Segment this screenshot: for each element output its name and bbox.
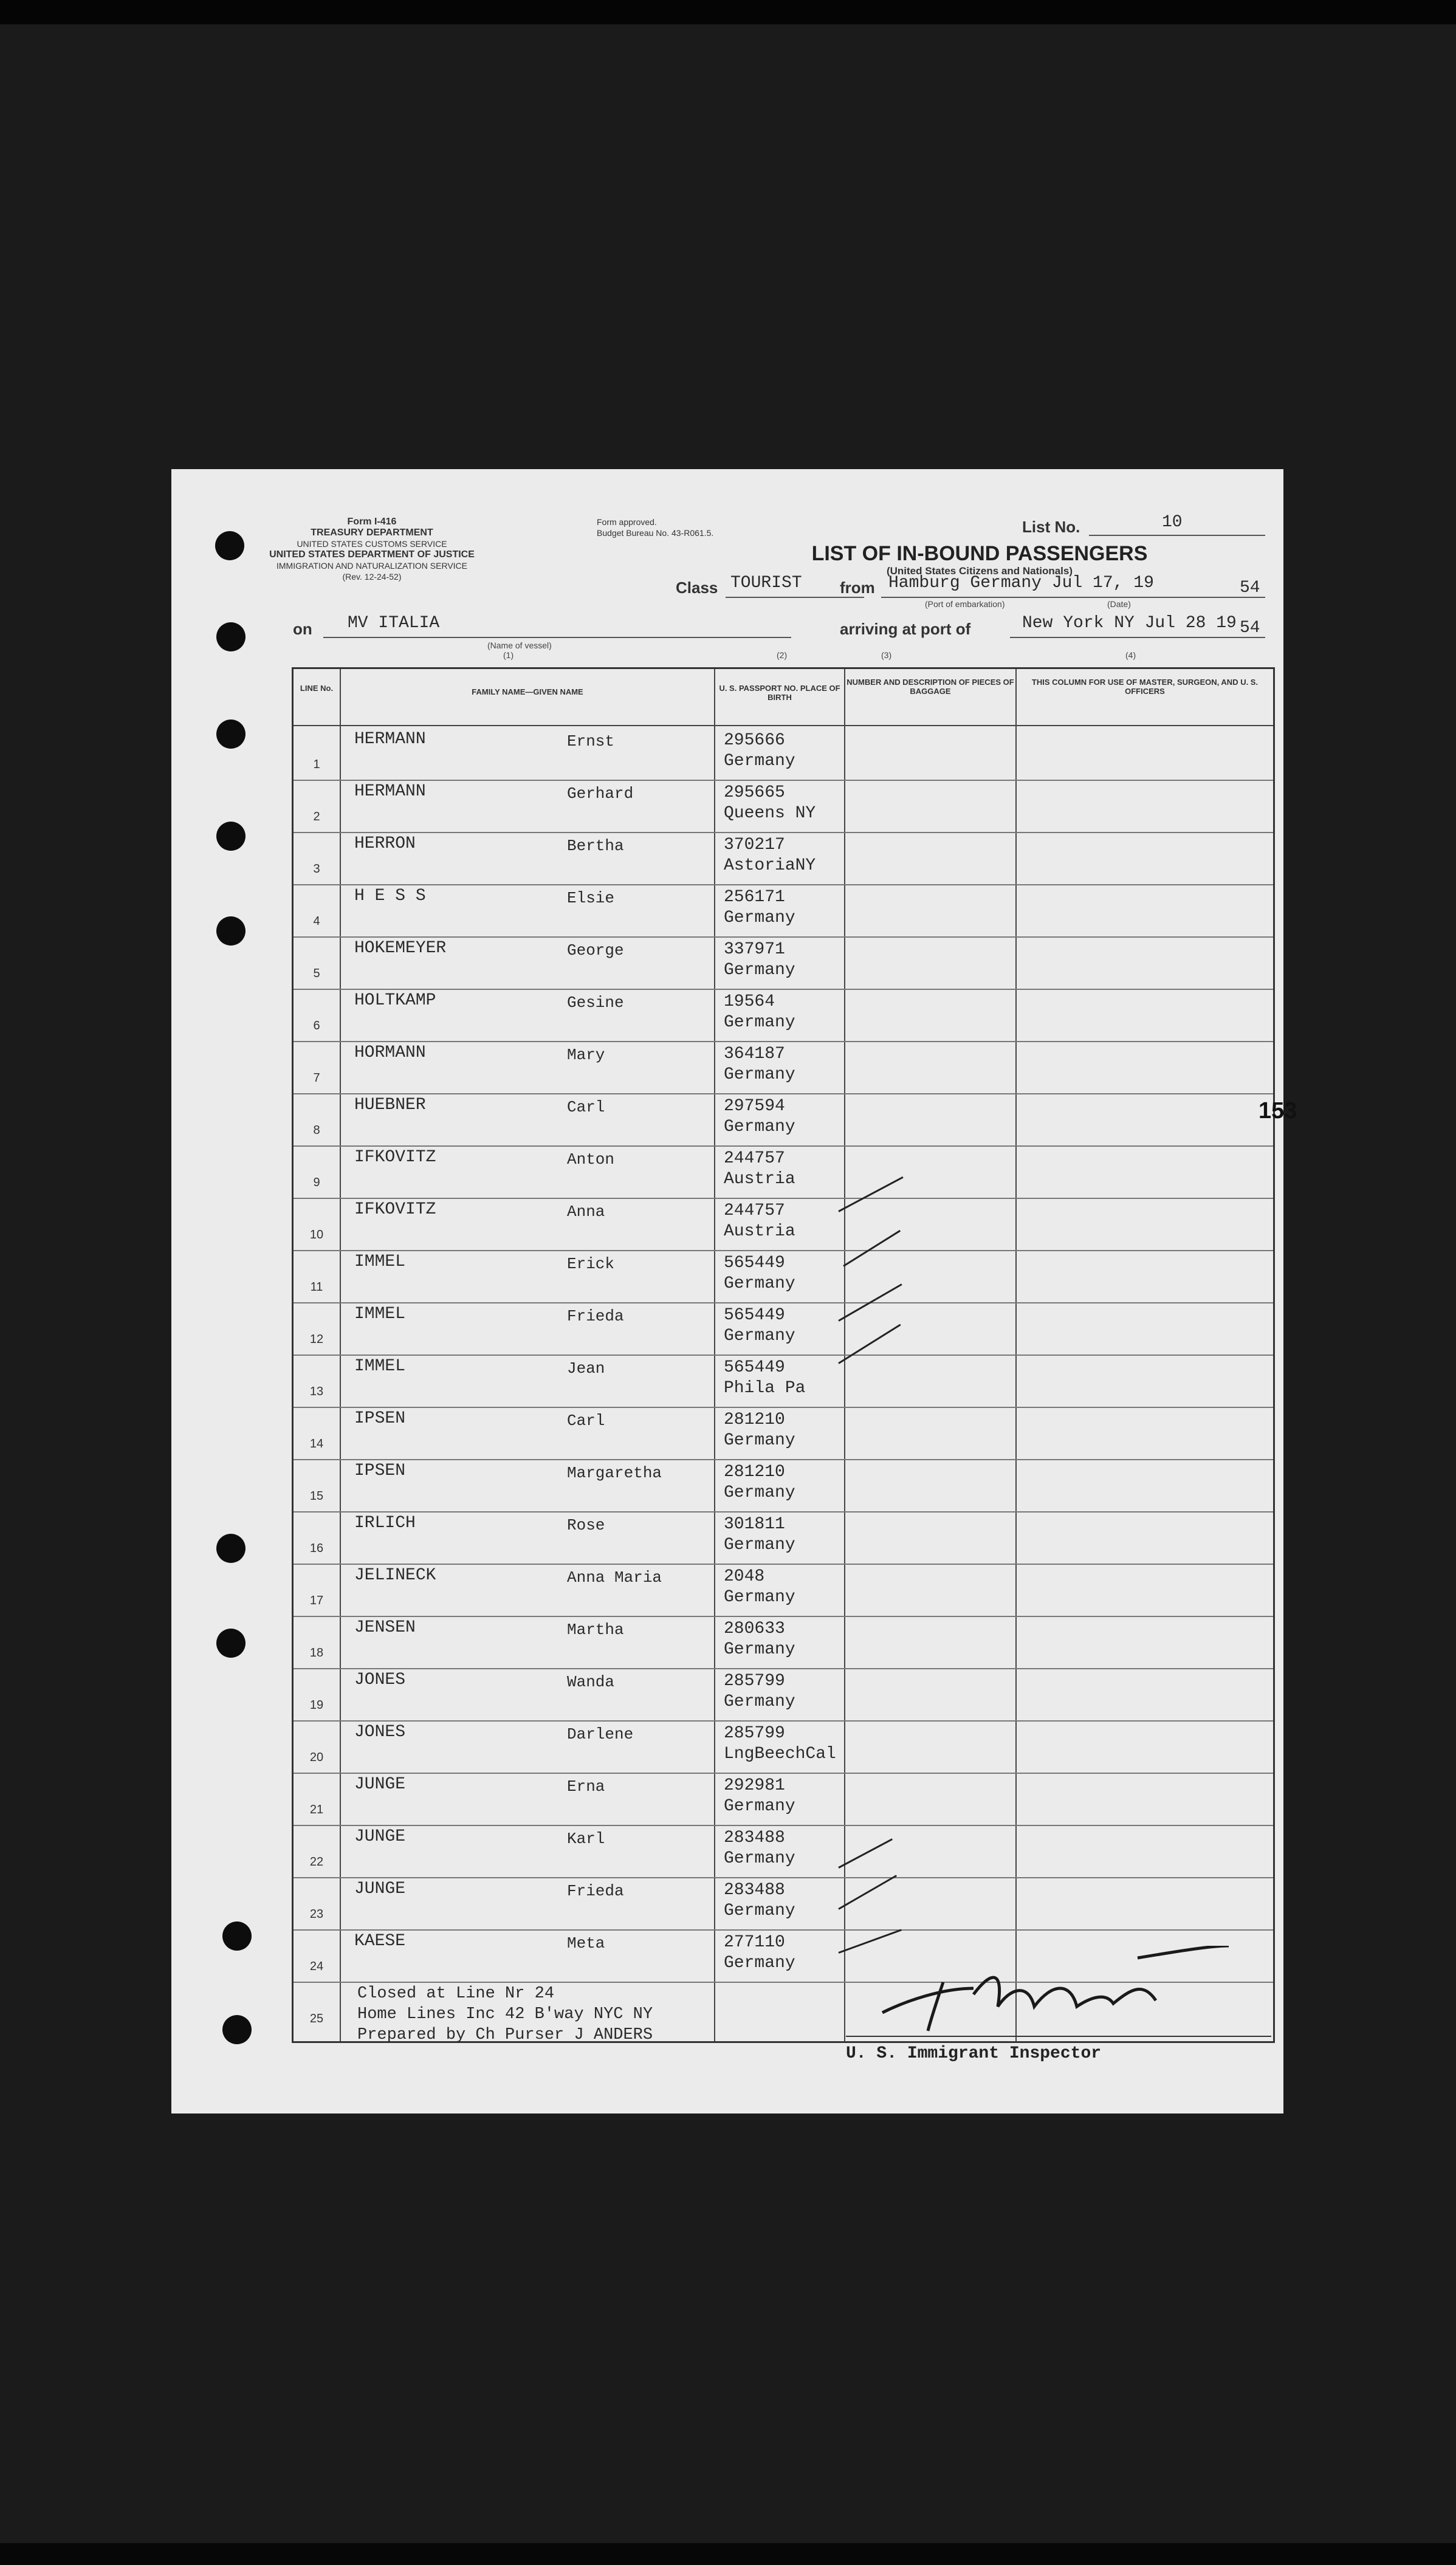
passport-number: 364187 [724, 1045, 785, 1063]
vessel-caption: (Name of vessel) [487, 640, 552, 650]
place-of-birth: Germany [724, 1065, 795, 1084]
table-row [294, 832, 1273, 884]
line-number: 23 [309, 1907, 324, 1921]
line-number: 17 [309, 1594, 324, 1607]
given-name: Mary [567, 1046, 605, 1064]
place-of-birth: Germany [724, 752, 795, 771]
col-header-baggage: NUMBER AND DESCRIPTION OF PIECES OF BAGGAGE [846, 678, 1014, 696]
vessel-name: MV ITALIA [348, 614, 440, 633]
passport-number: 283488 [724, 1881, 785, 1900]
passport-number: 244757 [724, 1201, 785, 1220]
family-name: IMMEL [354, 1357, 406, 1376]
passport-number: 337971 [724, 940, 785, 959]
place-of-birth: Austria [724, 1222, 795, 1241]
family-name: HERRON [354, 834, 416, 853]
table-row [294, 1825, 1273, 1877]
line-number: 19 [309, 1698, 324, 1712]
table-row [294, 1093, 1273, 1145]
place-of-birth: Austria [724, 1170, 795, 1189]
line-number: 12 [309, 1333, 324, 1346]
signature-line [846, 2036, 1271, 2037]
line-number: 25 [309, 2012, 324, 2025]
punch-hole [216, 1534, 246, 1563]
family-name: JUNGE [354, 1880, 406, 1898]
family-name: IFKOVITZ [354, 1148, 436, 1167]
line-number: 5 [313, 967, 320, 980]
passport-number: 297594 [724, 1097, 785, 1116]
line-number: 20 [309, 1751, 324, 1764]
on-label: on [293, 620, 312, 638]
place-of-birth: Germany [724, 1536, 795, 1554]
from-label: from [840, 579, 875, 597]
family-name: JELINECK [354, 1566, 436, 1585]
passport-number: 295665 [724, 783, 785, 802]
place-of-birth: Germany [724, 1327, 795, 1345]
line-number: 6 [313, 1019, 320, 1032]
class-label: Class [676, 579, 718, 597]
place-of-birth: LngBeechCal [724, 1745, 836, 1763]
passenger-manifest-page [171, 469, 1297, 2113]
line-number: 22 [309, 1855, 324, 1869]
family-name: JUNGE [354, 1775, 406, 1794]
col-header-name: FAMILY NAME—GIVEN NAME [472, 687, 583, 696]
place-of-birth: Germany [724, 1483, 795, 1502]
table-row [294, 936, 1273, 989]
page-title: LIST OF IN-BOUND PASSENGERS [811, 542, 1148, 565]
table-row [294, 1616, 1273, 1668]
family-name: KAESE [354, 1932, 406, 1951]
class-value: TOURIST [730, 574, 802, 592]
form-approval [597, 517, 755, 538]
inspector-signature [870, 1946, 1235, 2037]
passport-number: 292981 [724, 1776, 785, 1795]
table-row [294, 1355, 1273, 1407]
footer-line-2: Home Lines Inc 42 B'way NYC NY [357, 2005, 653, 2024]
family-name: HOLTKAMP [354, 991, 436, 1010]
given-name: Elsie [567, 889, 615, 907]
table-row [294, 1773, 1273, 1825]
given-name: Bertha [567, 837, 624, 855]
given-name: Rose [567, 1516, 605, 1534]
passport-number: 283488 [724, 1828, 785, 1847]
passport-number: 565449 [724, 1254, 785, 1272]
family-name: HUEBNER [354, 1096, 426, 1114]
arrival-year: 54 [1240, 619, 1260, 637]
punch-hole [222, 1921, 252, 1951]
family-name: IFKOVITZ [354, 1200, 436, 1219]
family-name: IPSEN [354, 1461, 406, 1480]
family-name: IRLICH [354, 1514, 416, 1533]
form-header-left [263, 517, 481, 582]
place-of-birth: Germany [724, 1954, 795, 1973]
table-row [294, 1668, 1273, 1720]
inspector-title: U. S. Immigrant Inspector [846, 2044, 1102, 2063]
column-number-1: (1) [503, 650, 514, 660]
punch-hole [216, 916, 246, 946]
family-name: IMMEL [354, 1252, 406, 1271]
given-name: Margaretha [567, 1464, 662, 1482]
family-name: HERMANN [354, 730, 426, 749]
arrival-value: New York NY Jul 28 19 [1022, 614, 1237, 633]
table-row [294, 1564, 1273, 1616]
passport-number: 295666 [724, 731, 785, 750]
embarkation-year: 54 [1240, 579, 1260, 597]
given-name: Jean [567, 1359, 605, 1378]
col-header-officers: THIS COLUMN FOR USE OF MASTER, SURGEON, AND U. S. OFFICERS [1031, 678, 1259, 696]
table-row [294, 1720, 1273, 1773]
place-of-birth: Germany [724, 1692, 795, 1711]
col-header-passport: U. S. PASSPORT NO. PLACE OF BIRTH [719, 684, 840, 702]
passport-number: 370217 [724, 836, 785, 854]
given-name: Carl [567, 1412, 605, 1430]
column-number-3: (3) [881, 650, 892, 660]
line-number: 2 [313, 810, 320, 823]
punch-hole [216, 1629, 246, 1658]
line-number: 18 [309, 1646, 324, 1660]
arrival-underline [1010, 637, 1265, 638]
passport-number: 285799 [724, 1724, 785, 1743]
place-of-birth: Germany [724, 1901, 795, 1920]
punch-hole [222, 2015, 252, 2044]
given-name: Erick [567, 1255, 615, 1273]
table-row [294, 1511, 1273, 1564]
table-row [294, 727, 1273, 780]
passenger-table [292, 667, 1297, 2043]
col-header-line: LINE No. [300, 684, 334, 693]
given-name: George [567, 941, 624, 960]
dept-justice: UNITED STATES DEPARTMENT OF JUSTICE [269, 549, 475, 560]
table-row [294, 1198, 1273, 1250]
given-name: Anna Maria [567, 1568, 662, 1587]
dept-customs: UNITED STATES CUSTOMS SERVICE [297, 539, 447, 549]
passport-number: 280633 [724, 1619, 785, 1638]
passport-number: 285799 [724, 1672, 785, 1691]
given-name: Meta [567, 1934, 605, 1952]
table-row [294, 1459, 1273, 1511]
place-of-birth: Germany [724, 961, 795, 980]
line-number: 9 [313, 1176, 320, 1189]
embarkation-caption: (Port of embarkation) [925, 599, 1005, 609]
list-no-underline [1089, 535, 1265, 536]
passport-number: 281210 [724, 1463, 785, 1482]
line-number: 7 [313, 1071, 320, 1085]
place-of-birth: Germany [724, 1797, 795, 1816]
line-number: 16 [309, 1542, 324, 1555]
place-of-birth: AstoriaNY [724, 856, 816, 875]
place-of-birth: Germany [724, 1431, 795, 1450]
family-name: HOKEMEYER [354, 939, 447, 958]
dept-ins: IMMIGRATION AND NATURALIZATION SERVICE [276, 561, 467, 571]
place-of-birth: Germany [724, 1274, 795, 1293]
place-of-birth: Phila Pa [724, 1379, 806, 1398]
family-name: IPSEN [354, 1409, 406, 1428]
punch-hole [216, 822, 246, 851]
family-name: JENSEN [354, 1618, 416, 1637]
passport-number: 277110 [724, 1933, 785, 1952]
passport-number: 565449 [724, 1358, 785, 1377]
given-name: Frieda [567, 1307, 624, 1325]
family-name: HERMANN [354, 782, 426, 801]
film-top-strip [0, 0, 1456, 24]
line-number: 1 [313, 758, 320, 771]
place-of-birth: Germany [724, 1013, 795, 1032]
page-subtitle: (United States Citizens and Nationals) [886, 565, 1073, 577]
given-name: Erna [567, 1777, 605, 1796]
given-name: Gerhard [567, 785, 634, 803]
embarkation-value: Hamburg Germany Jul 17, 19 [888, 574, 1154, 592]
arriving-label: arriving at port of [840, 620, 971, 638]
family-name: IMMEL [354, 1305, 406, 1324]
family-name: JONES [354, 1723, 406, 1742]
header-divider [294, 725, 1273, 726]
line-number: 11 [310, 1280, 323, 1294]
table-row [294, 780, 1273, 832]
punch-hole [216, 719, 246, 749]
passport-number: 2048 [724, 1567, 765, 1586]
family-name: JUNGE [354, 1827, 406, 1846]
form-number: Form I-416 [347, 517, 397, 527]
given-name: Carl [567, 1098, 605, 1116]
given-name: Karl [567, 1830, 605, 1848]
line-number: 21 [309, 1803, 324, 1816]
punch-hole [215, 531, 244, 560]
line-number: 24 [309, 1960, 324, 1973]
passport-number: 281210 [724, 1410, 785, 1429]
passport-number: 256171 [724, 888, 785, 907]
family-name: HORMANN [354, 1043, 426, 1062]
given-name: Anna [567, 1203, 605, 1221]
list-no-label: List No. [1022, 518, 1080, 536]
line-number: 13 [309, 1385, 324, 1398]
table-row [294, 1041, 1273, 1093]
line-number: 15 [309, 1489, 324, 1503]
column-number-4: (4) [1125, 650, 1136, 660]
passport-number: 565449 [724, 1306, 785, 1325]
place-of-birth: Germany [724, 1118, 795, 1136]
footer-line-3: Prepared by Ch Purser J ANDERS [357, 2026, 653, 2044]
punch-hole [216, 622, 246, 651]
officer-annotation: 153 [1259, 1098, 1297, 1124]
given-name: Darlene [567, 1725, 634, 1743]
table-row [294, 1877, 1273, 1929]
given-name: Ernst [567, 732, 615, 750]
line-number: 4 [313, 915, 320, 928]
from-underline [881, 597, 1265, 598]
place-of-birth: Queens NY [724, 804, 816, 823]
list-no-value: 10 [1162, 513, 1183, 532]
dept-treasury: TREASURY DEPARTMENT [311, 527, 433, 538]
place-of-birth: Germany [724, 908, 795, 927]
given-name: Gesine [567, 994, 624, 1012]
table-row [294, 989, 1273, 1041]
given-name: Frieda [567, 1882, 624, 1900]
given-name: Wanda [567, 1673, 615, 1691]
form-approved: Form approved. [597, 517, 657, 527]
line-number: 8 [313, 1124, 320, 1137]
line-number: 14 [309, 1437, 324, 1451]
place-of-birth: Germany [724, 1588, 795, 1607]
form-revision: (Rev. 12-24-52) [342, 572, 402, 582]
budget-bureau: Budget Bureau No. 43-R061.5. [597, 528, 714, 538]
place-of-birth: Germany [724, 1849, 795, 1868]
vessel-underline [323, 637, 791, 638]
table-row [294, 1302, 1273, 1355]
table-row [294, 1145, 1273, 1198]
table-row [294, 1250, 1273, 1302]
table-row [294, 884, 1273, 936]
line-number: 3 [313, 862, 320, 876]
passport-number: 19564 [724, 992, 775, 1011]
table-row [294, 1407, 1273, 1459]
date-caption: (Date) [1107, 599, 1131, 609]
family-name: JONES [354, 1671, 406, 1689]
footer-line-1: Closed at Line Nr 24 [357, 1985, 555, 2003]
passport-number: 244757 [724, 1149, 785, 1168]
passport-number: 301811 [724, 1515, 785, 1534]
family-name: H E S S [354, 887, 426, 905]
column-number-2: (2) [777, 650, 788, 660]
given-name: Martha [567, 1621, 624, 1639]
film-bottom-strip [0, 2543, 1456, 2565]
line-number: 10 [309, 1228, 324, 1241]
place-of-birth: Germany [724, 1640, 795, 1659]
given-name: Anton [567, 1150, 615, 1169]
